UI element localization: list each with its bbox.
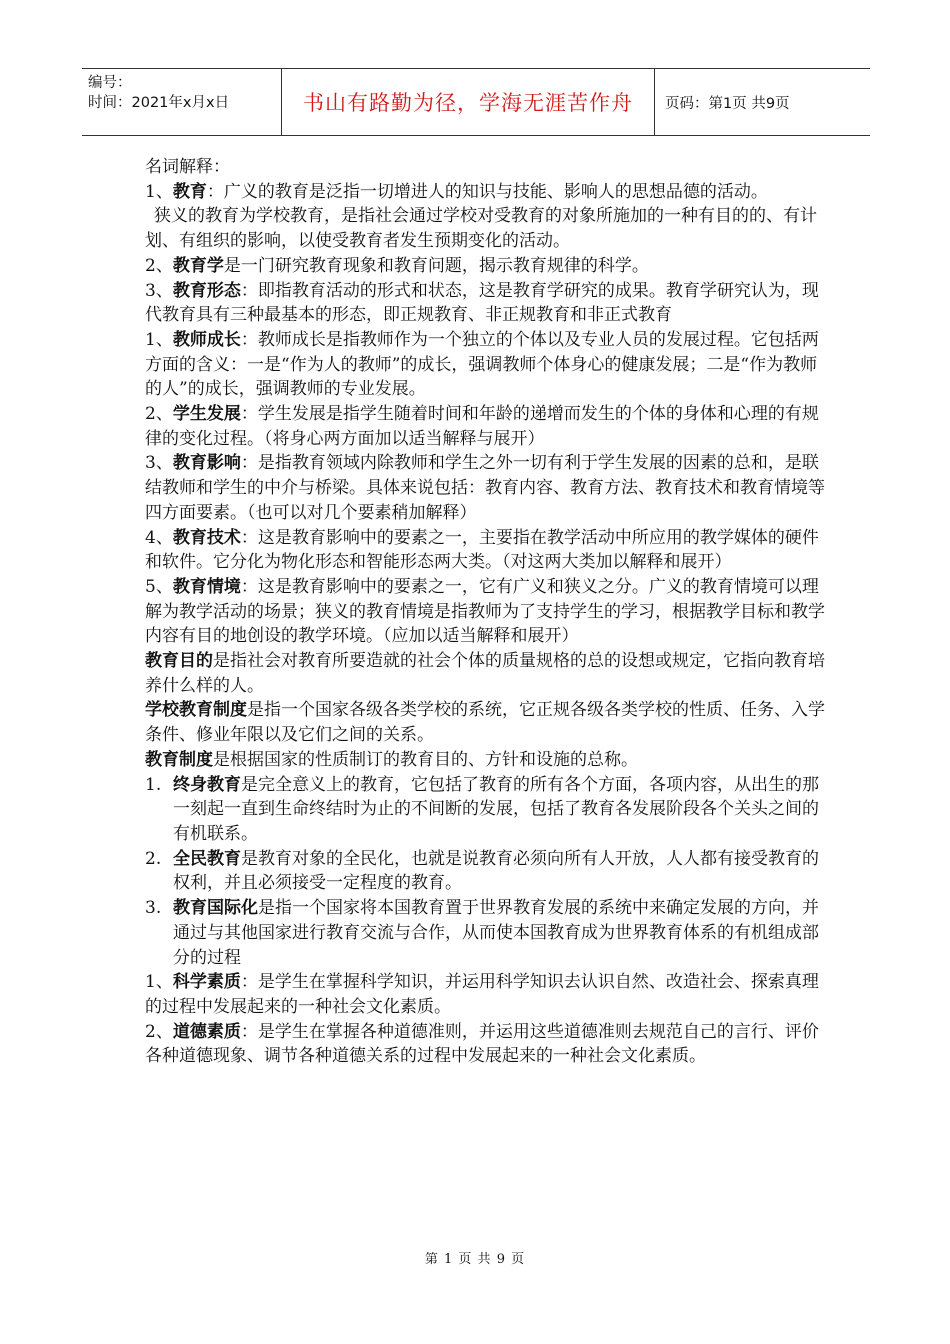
- page-footer: 第 1 页 共 9 页: [424, 1252, 526, 1267]
- page-header: [82, 68, 870, 136]
- term: 学校教育制度: [145, 700, 247, 721]
- item-number: 3.: [145, 898, 162, 919]
- definition-paragraph: 2、教育学是一门研究教育现象和教育问题，揭示教育规律的科学。: [145, 255, 649, 276]
- numbered-item: 2. 全民教育是教育对象的全民化，也就是说教育必须向所有人开放，人人都有接受教育的权利，并且必须接受一定程度的教育。: [145, 847, 825, 896]
- date-label: 时间：2021年x月x日: [88, 95, 230, 111]
- term: 教育技术: [172, 527, 241, 548]
- term: 全民教育: [173, 848, 241, 869]
- term: 道德素质: [172, 1021, 241, 1042]
- header-page-label: 页码：第1页 共9页: [665, 95, 790, 112]
- definition-paragraph: 2、学生发展：学生发展是指学生随着时间和年龄的递增而发生的个体的身体和心理的有规律的变化过程。（将身心两方面加以适当解释与展开）: [145, 404, 819, 449]
- definition-paragraph: 3、教育形态：即指教育活动的形式和状态，这是教育学研究的成果。教育学研究认为，现代教育具有三种最基本的形态，即正规教育、非正规教育和非正式教育: [145, 280, 819, 326]
- document-body: [145, 155, 825, 1069]
- term: 科学素质: [172, 972, 241, 993]
- term: 教师成长: [172, 329, 241, 350]
- section-heading: 名词解释：: [145, 157, 230, 177]
- item-number: 2.: [145, 848, 162, 869]
- definition-paragraph: 2、道德素质：是学生在掌握各种道德准则，并运用这些道德准则去规范自己的言行、评价各种道德现象、调节各种道德关系的过程中发展起来的一种社会文化素质。: [145, 1021, 819, 1067]
- definition-paragraph: 1、科学素质：是学生在掌握科学知识，并运用科学知识去认识自然、改造社会、探索真理的过程中发展起来的一种社会文化素质。: [145, 972, 819, 1017]
- term: 教育国际化: [173, 898, 258, 919]
- definition-paragraph: 5、教育情境：这是教育影响中的要素之一，它有广义和狭义之分。广义的教育情境可以理解为教学活动的场景；狭义的教育情境是指教师为了支持学生的学习，根据教学目标和教学内容有目的地创设的教学环境。（应加以适当解释和展开）: [145, 576, 825, 647]
- term: 教育: [172, 181, 207, 202]
- item-number: 1.: [145, 774, 162, 795]
- header-meta: [82, 69, 282, 135]
- definition-paragraph: 1、教育：广义的教育是泛指一切增进人的知识与技能、影响人的思想品德的活动。: [145, 181, 768, 202]
- definition-paragraph: 1、教师成长：教师成长是指教师作为一个独立的个体以及专业人员的发展过程。它包括两方面的含义：一是“作为人的教师”的成长，强调教师个体身心的健康发展；二是“作为教师的人”的成长，强调教师的专业发展。: [145, 329, 819, 400]
- term: 终身教育: [173, 774, 241, 795]
- code-label: 编号：: [88, 75, 132, 91]
- numbered-item: 1. 终身教育是完全意义上的教育，它包括了教育的所有各个方面，各项内容，从出生的那一刻起一直到生命终结时为止的不间断的发展，包括了教育各发展阶段各个关头之间的有机联系。: [145, 773, 825, 847]
- definition-paragraph: 狭义的教育为学校教育，是指社会通过学校对受教育的对象所施加的一种有目的的、有计划、有组织的影响，以使受教育者发生预期变化的活动。: [145, 206, 817, 252]
- term: 教育影响: [172, 453, 241, 474]
- term: 教育情境: [172, 576, 241, 597]
- definition-paragraph: 学校教育制度是指一个国家各级各类学校的系统，它正规各级各类学校的性质、任务、入学条件、修业年限以及它们之间的关系。: [145, 700, 825, 746]
- definition-paragraph: 教育制度是根据国家的性质制订的教育目的、方针和设施的总称。: [145, 749, 638, 770]
- term: 教育目的: [145, 651, 213, 672]
- term: 教育形态: [172, 280, 241, 301]
- term: 教育制度: [145, 749, 213, 770]
- term: 学生发展: [172, 404, 241, 425]
- definition-paragraph: 教育目的是指社会对教育所要造就的社会个体的质量规格的总的设想或规定，它指向教育培养什么样的人。: [145, 651, 825, 696]
- definition-paragraph: 3、教育影响：是指教育领域内除教师和学生之外一切有利于学生发展的因素的总和，是联结教师和学生的中介与桥梁。具体来说包括：教育内容、教育方法、教育技术和教育情境等四方面要素。（也可以对几个要素稍加解释）: [145, 453, 825, 523]
- numbered-item: 3. 教育国际化是指一个国家将本国教育置于世界教育发展的系统中来确定发展的方向，并通过与其他国家进行教育交流与合作，从而使本国教育成为世界教育体系的有机组成部分的过程: [145, 896, 825, 970]
- term: 教育学: [172, 255, 224, 276]
- header-motto: 书山有路勤为径，学海无涯苦作舟: [282, 69, 655, 135]
- definition-paragraph: 4、教育技术：这是教育影响中的要素之一，主要指在教学活动中所应用的教学媒体的硬件和软件。它分化为物化形态和智能形态两大类。（对这两大类加以解释和展开）: [145, 527, 819, 573]
